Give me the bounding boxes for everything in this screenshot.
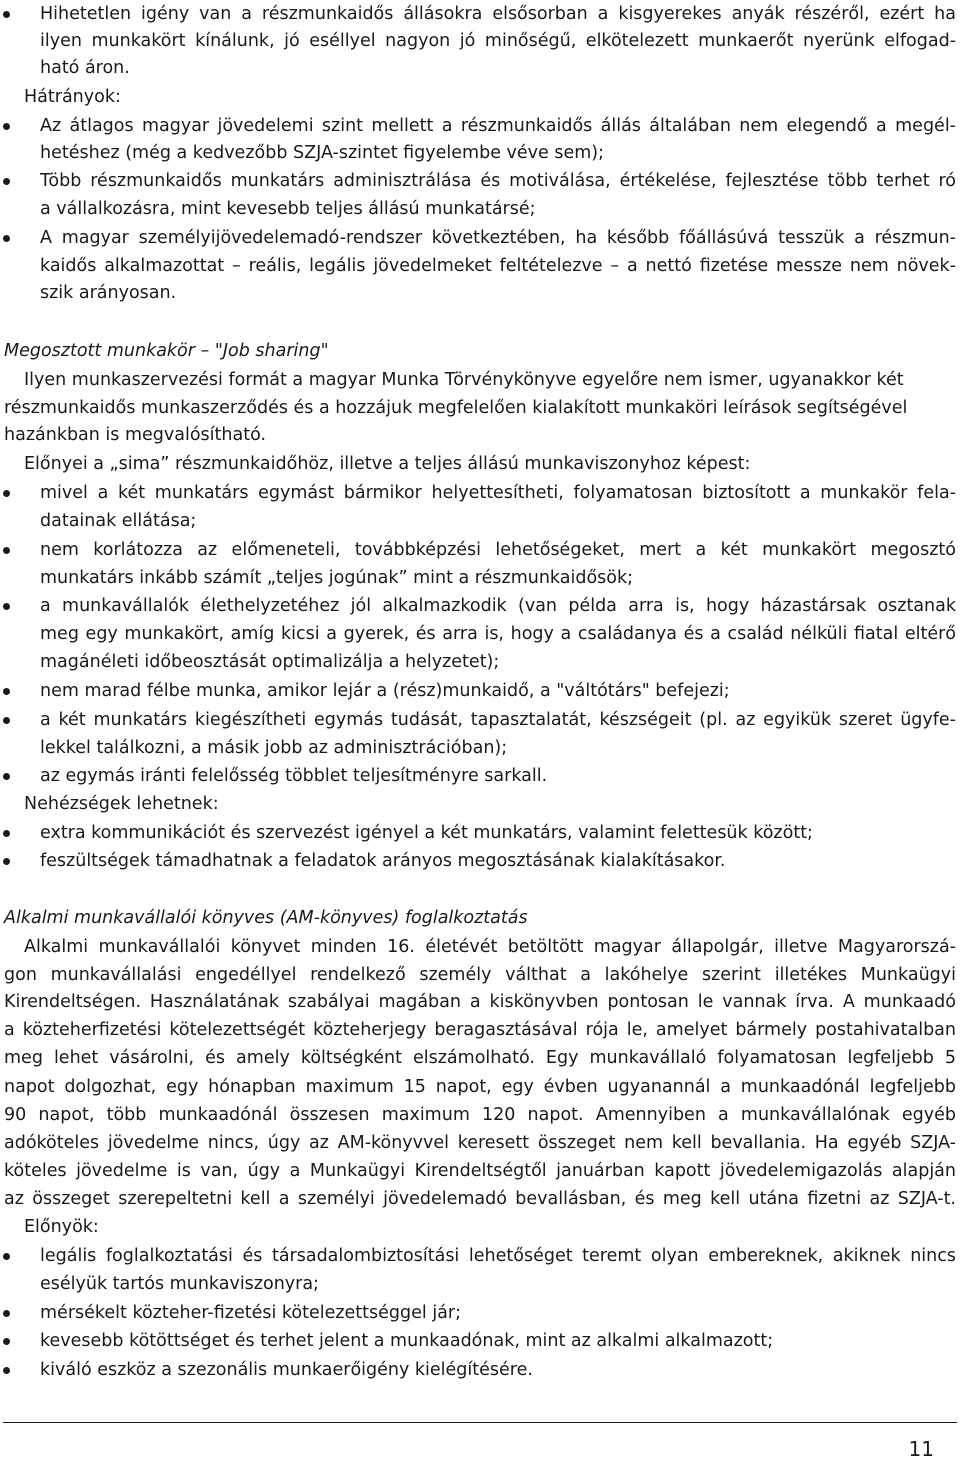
line-text: az egymás iránti felelősség többlet teljesítményre sarkall.	[40, 766, 548, 786]
text-line	[0, 1044, 960, 1072]
line-text: Nehézségek lehetnek:	[24, 794, 219, 814]
bullet-item-line	[0, 1356, 960, 1384]
line-text: a vállalkozásra, mint kevesebb teljes állású munkatársé;	[40, 199, 536, 219]
bullet-icon	[3, 603, 10, 610]
bullet-icon	[3, 490, 10, 497]
line-text: Hihetetlen igény van a részmunkaidős állásokra elsősorban a kisgyerekes anyák részéről, ezért ha	[40, 4, 956, 24]
text-line	[0, 1270, 960, 1298]
text-line	[0, 394, 960, 422]
line-text: kaidős alkalmazottat – reális, legális jövedelmeket feltételezve – a nettó fizetése messze nem növek-	[40, 256, 956, 276]
bullet-item-line	[0, 167, 960, 195]
line-text: Hátrányok:	[24, 87, 121, 107]
line-text: Előnyök:	[24, 1217, 99, 1237]
bullet-icon	[3, 1253, 10, 1260]
text-line	[0, 1016, 960, 1044]
line-text: nem korlátozza az előmeneteli, továbbképzési lehetőségeket, mert a két munkakört megosztó	[40, 540, 956, 560]
bullet-item-line	[0, 1299, 960, 1327]
text-line	[0, 1129, 960, 1157]
line-text: a közteherfizetési kötelezettségét közteherjegy beragasztásával rója le, amelyet bármely postahivatalban	[4, 1020, 956, 1040]
line-text: az összeget szerepeltetni kell a személyi jövedelemadó bevallásban, és meg kell utána fizetni az SZJA-t.	[4, 1189, 956, 1209]
text-line	[0, 139, 960, 167]
bullet-item-line	[0, 677, 960, 705]
line-text: részmunkaidős munkaszerződés és a hozzájuk megfelelően kialakított munkaköri leírások segítségével	[4, 398, 908, 418]
bullet-icon	[3, 773, 10, 780]
line-text: Alkalmi munkavállalói könyves (AM-könyves) foglalkoztatás	[4, 908, 528, 928]
line-text: hazánkban is megvalósítható.	[4, 425, 267, 445]
line-text: kevesebb kötöttséget és terhet jelent a munkaadónak, mint az alkalmi alkalmazott;	[40, 1331, 774, 1351]
line-text: datainak ellátása;	[40, 511, 197, 531]
line-text: Ilyen munkaszervezési formát a magyar Munka Törvénykönyve egyelőre nem ismer, ugyanakkor két	[24, 370, 904, 390]
text-line	[0, 1073, 960, 1101]
line-text: adóköteles jövedelme nincs, úgy az AM-könyvvel keresett összeget nem kell bevallania. Ha egyéb SZJA-	[4, 1133, 956, 1153]
line-text: Az átlagos magyar jövedelemi szint mellett a részmunkaidős állás általában nem elegendő a megél-	[40, 116, 956, 136]
bullet-icon	[3, 688, 10, 695]
text-line	[0, 27, 960, 55]
bullet-item-line	[0, 224, 960, 252]
line-text: extra kommunikációt és szervezést igényel a két munkatárs, valamint felettesük között;	[40, 823, 813, 843]
bullet-item-line	[0, 0, 960, 28]
line-text: meg lehet vásárolni, és amely költségként elszámolható. Egy munkavállaló folyamatosan legfeljebb 5	[4, 1048, 956, 1068]
line-text: hetéshez (még a kedvezőbb SZJA-szintet figyelembe véve sem);	[40, 143, 604, 163]
text-line	[0, 961, 960, 989]
text-line	[0, 564, 960, 592]
section-heading	[0, 904, 960, 932]
line-text: Kirendeltségen. Használatának szabályai magában a kiskönyvben pontosan le vannak írva. A munkaadó	[4, 992, 956, 1012]
section-heading	[0, 337, 960, 365]
text-line	[0, 933, 960, 961]
line-text: szik arányosan.	[40, 283, 177, 303]
text-line	[0, 54, 960, 82]
text-line	[0, 1213, 960, 1241]
bullet-item-line	[0, 112, 960, 140]
text-line	[0, 252, 960, 280]
bullet-icon	[3, 717, 10, 724]
bullet-icon	[3, 178, 10, 185]
line-text: köteles jövedelme is van, úgy a Munkaügyi Kirendeltségtől januárban kapott jövedelemigazolás alapján	[4, 1161, 956, 1181]
bullet-item-line	[0, 479, 960, 507]
bullet-item-line	[0, 762, 960, 790]
bullet-icon	[3, 123, 10, 130]
line-text: a munkavállalók élethelyzetéhez jól alkalmazkodik (van példa arra is, hogy házastársak osztanak	[40, 596, 956, 616]
bullet-icon	[3, 830, 10, 837]
text-line	[0, 421, 960, 449]
bullet-item-line	[0, 592, 960, 620]
line-text: magánéleti időbeosztását optimalizálja a helyzetet);	[40, 652, 500, 672]
text-line	[0, 507, 960, 535]
line-text: ható áron.	[40, 58, 130, 78]
line-text: Alkalmi munkavállalói könyvet minden 16. életévét betöltött magyar állapolgár, illetve Magyarorszá-	[24, 937, 956, 957]
text-line	[0, 279, 960, 307]
line-text: esélyük tartós munkaviszonyra;	[40, 1274, 319, 1294]
line-text: mérsékelt közteher-fizetési kötelezettséggel jár;	[40, 1303, 461, 1323]
line-text: lekkel találkozni, a másik jobb az adminisztrációban);	[40, 738, 508, 758]
line-text: gon munkavállalási engedéllyel rendelkező személy válthat a lakóhelye szerint illetékes Munkaügyi	[4, 965, 956, 985]
bullet-icon	[3, 1367, 10, 1374]
footer-rule	[3, 1422, 957, 1423]
bullet-item-line	[0, 847, 960, 875]
bullet-icon	[3, 1310, 10, 1317]
line-text: A magyar személyijövedelemadó-rendszer következtében, ha később főállásúvá tesszük a részmun-	[40, 228, 956, 248]
page-number: 11	[908, 1437, 934, 1461]
bullet-icon	[3, 235, 10, 242]
text-line	[0, 648, 960, 676]
text-line	[0, 366, 960, 394]
line-text: meg egy munkakört, amíg kicsi a gyerek, és arra is, hogy a családanya és a család nélküli fiatal eltérő	[40, 624, 956, 644]
text-line	[0, 734, 960, 762]
bullet-icon	[3, 11, 10, 18]
line-text: nem marad félbe munka, amikor lejár a (rész)munkaidő, a "váltótárs" befejezi;	[40, 681, 730, 701]
text-line	[0, 83, 960, 111]
text-line	[0, 195, 960, 223]
line-text: Előnyei a „sima” részmunkaidőhöz, illetve a teljes állású munkaviszonyhoz képest:	[24, 454, 751, 474]
bullet-item-line	[0, 1242, 960, 1270]
line-text: Megosztott munkakör – "Job sharing"	[4, 341, 329, 361]
bullet-item-line	[0, 706, 960, 734]
text-line	[0, 1101, 960, 1129]
bullet-item-line	[0, 819, 960, 847]
bullet-item-line	[0, 536, 960, 564]
line-text: munkatárs inkább számít „teljes jogúnak” mint a részmunkaidősök;	[40, 568, 634, 588]
text-line	[0, 988, 960, 1016]
bullet-icon	[3, 547, 10, 554]
bullet-icon	[3, 1338, 10, 1345]
text-line	[0, 450, 960, 478]
text-line	[0, 1157, 960, 1185]
text-line	[0, 1185, 960, 1213]
text-line	[0, 790, 960, 818]
line-text: legális foglalkoztatási és társadalombiztosítási lehetőséget teremt olyan embereknek, akiknek nincs	[40, 1246, 956, 1266]
line-text: Több részmunkaidős munkatárs adminisztrálása és motiválása, értékelése, fejlesztése több terhet ró	[40, 171, 956, 191]
line-text: a két munkatárs kiegészítheti egymás tudását, tapasztalatát, készségeit (pl. az egyikük szeret ügyfe-	[40, 710, 956, 730]
text-line	[0, 620, 960, 648]
line-text: kiváló eszköz a szezonális munkaerőigény kielégítésére.	[40, 1360, 533, 1380]
line-text: mivel a két munkatárs egymást bármikor helyettesítheti, folyamatosan biztosított a munkakör fela-	[40, 483, 956, 503]
line-text: 90 napot, több munkaadónál összesen maximum 120 napot. Amennyiben a munkavállalónak egyéb	[4, 1105, 956, 1125]
line-text: napot dolgozhat, egy hónapban maximum 15 napot, egy évben ugyanannál a munkaadónál legfeljebb	[4, 1077, 956, 1097]
bullet-icon	[3, 858, 10, 865]
line-text: feszültségek támadhatnak a feladatok arányos megosztásának kialakításakor.	[40, 851, 726, 871]
bullet-item-line	[0, 1327, 960, 1355]
line-text: ilyen munkakört kínálunk, jó eséllyel nagyon jó minőségű, elkötelezett munkaerőt nyerünk elfogad-	[40, 31, 956, 51]
